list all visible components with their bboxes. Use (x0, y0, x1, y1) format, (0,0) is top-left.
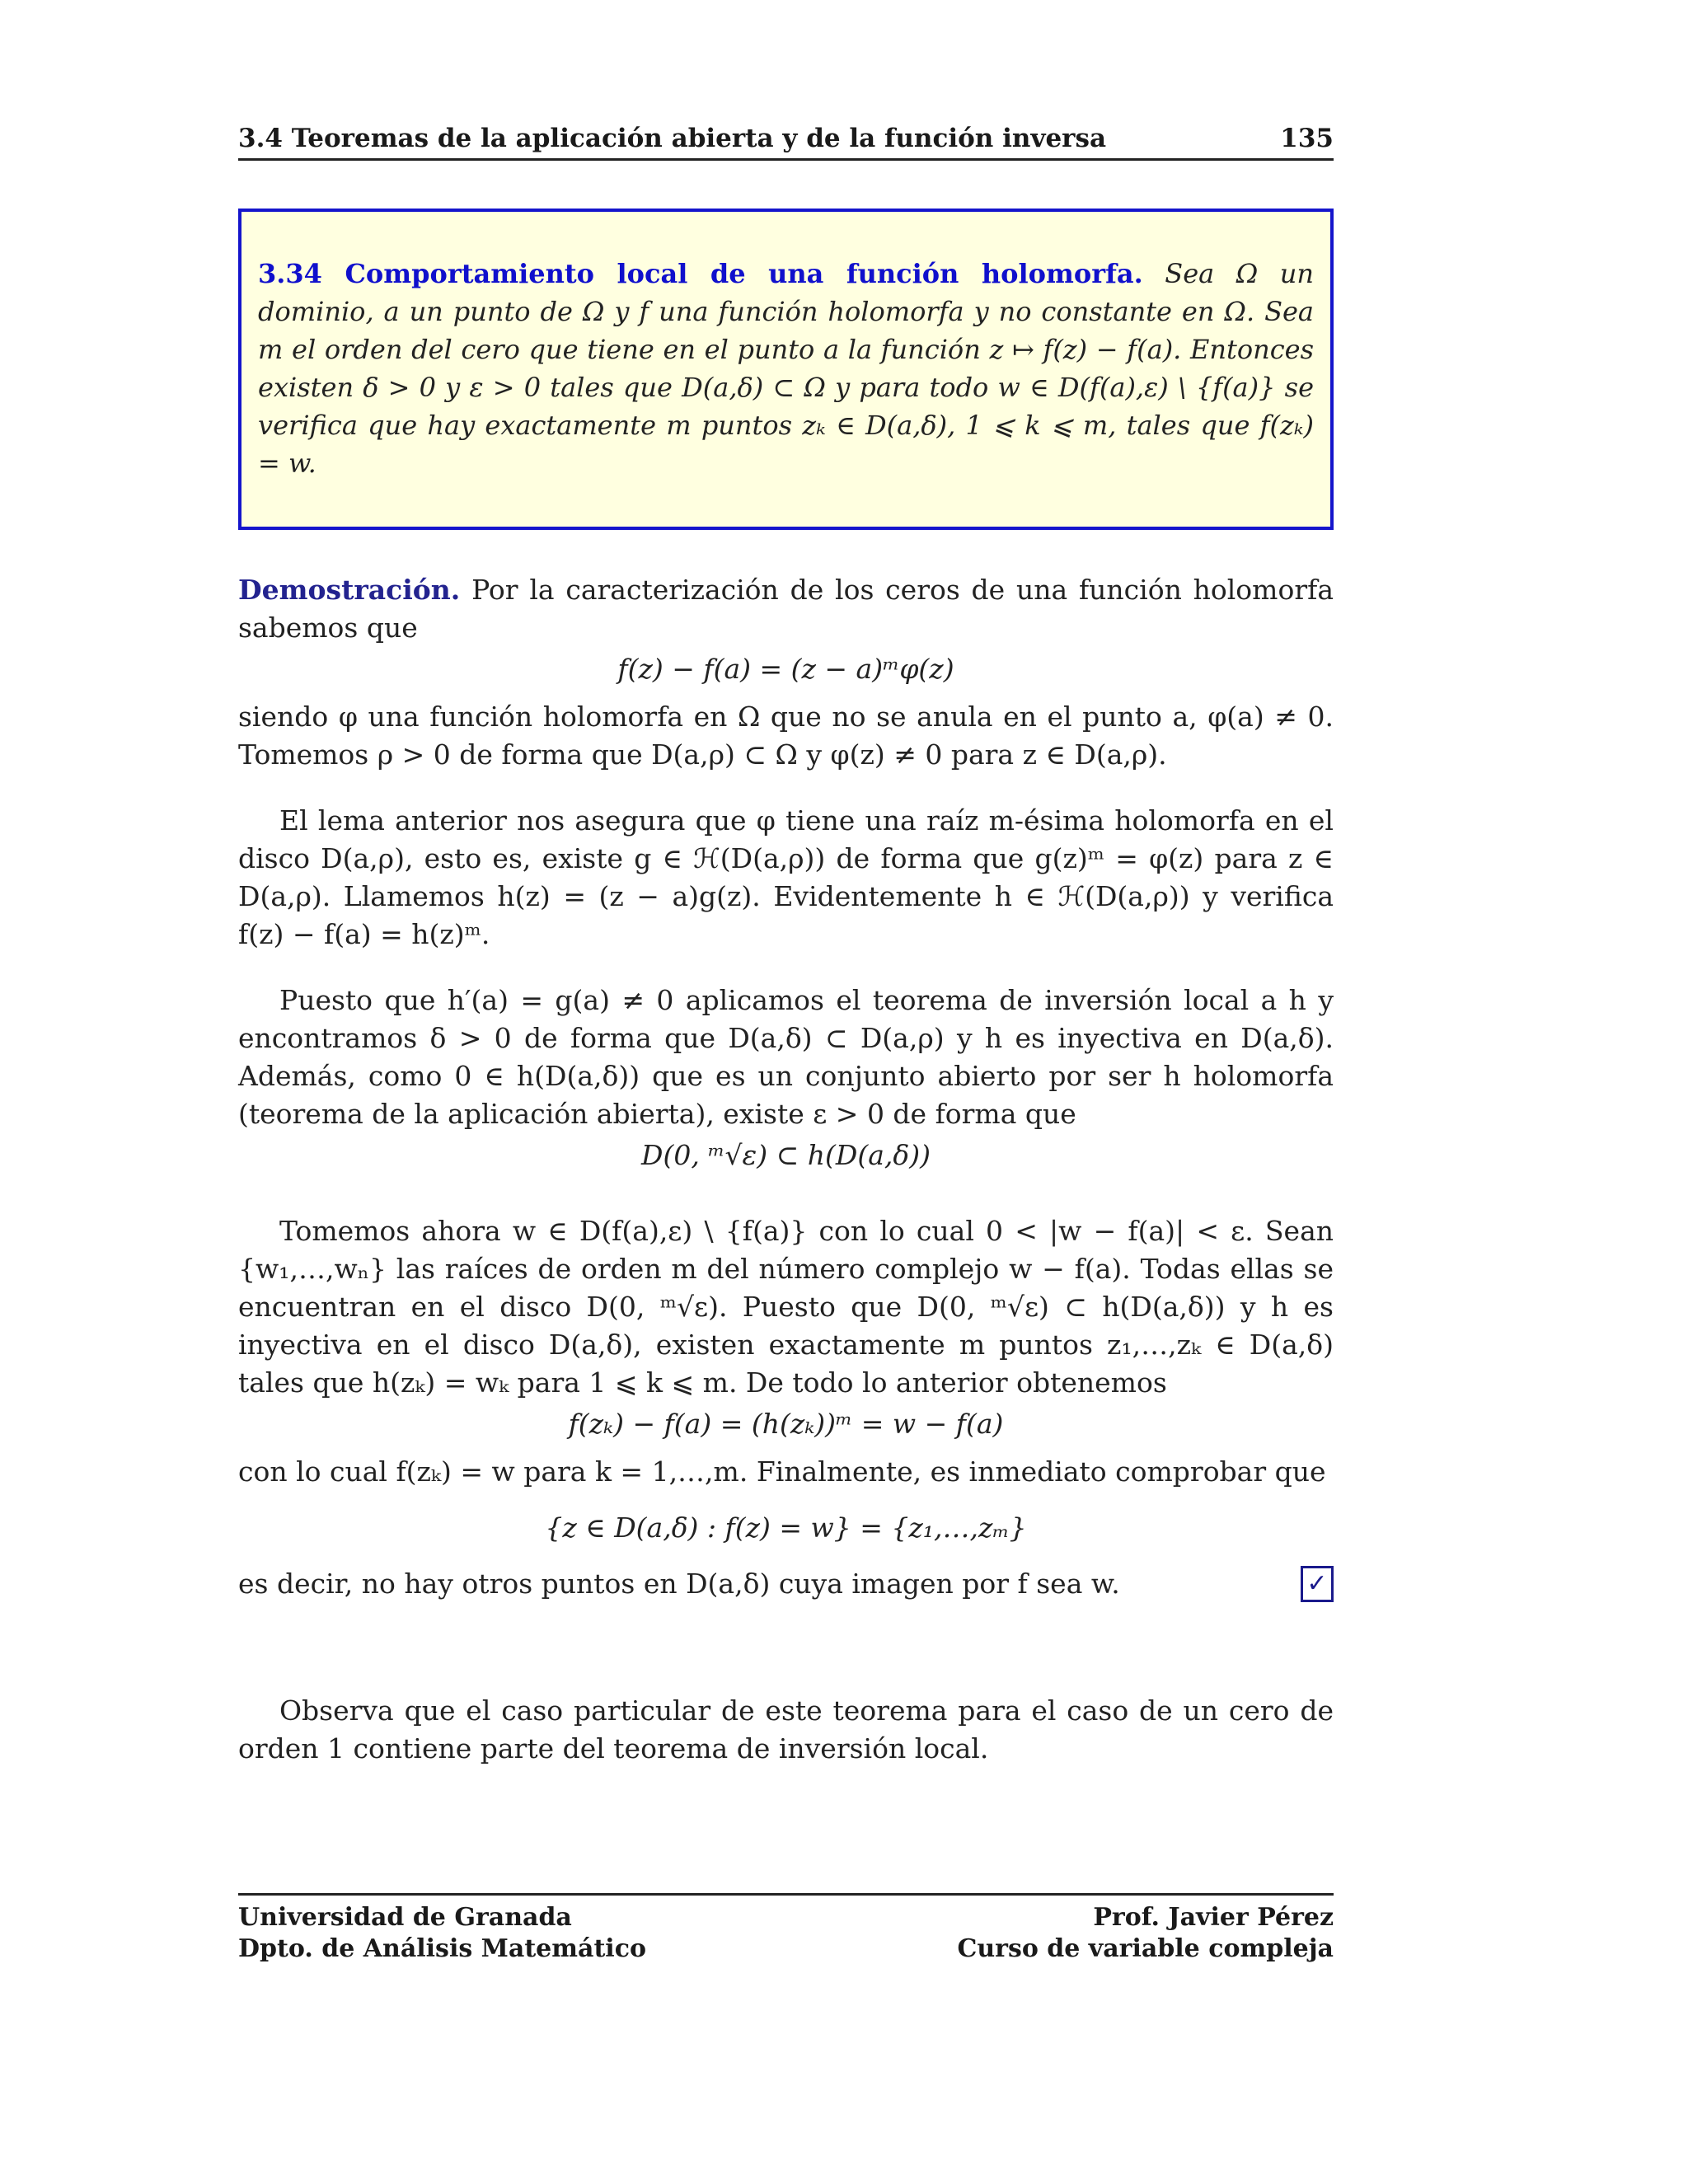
footer-row-1 (238, 1902, 1334, 1933)
proof-label: Demostración. (238, 574, 461, 606)
equation-4: {z ∈ D(a,δ) : f(z) = w} = {z₁,…,zₘ} (545, 1511, 1027, 1544)
page-footer (238, 1893, 1334, 1965)
qed-check-icon: ✓ (1301, 1566, 1334, 1602)
remark-paragraph: Observa que el caso particular de este teorema para el caso de un cero de orden 1 contiene parte del teorema de inversión local. (238, 1694, 1334, 1765)
theorem-box (238, 209, 1334, 530)
theorem-text: Sea Ω un dominio, a un punto de Ω y f una función holomorfa y no constante en Ω. Sea m el orden del cero que tiene en el punto a la función z ↦ f(z) − f(a). Entonces existen δ > 0 y ε > 0 tales que D(a,δ) ⊂ Ω y para todo w ∈ D(f(a),ε) \ {f(a)} se verifica que hay exactamente m puntos zₖ ∈ D(a,δ), 1 ⩽ k ⩽ m, tales que f(zₖ) = w. (258, 258, 1315, 479)
theorem-title: 3.34 Comportamiento local de una función holomorfa. (258, 258, 1143, 289)
equation-3: f(zₖ) − f(a) = (h(zₖ))ᵐ = w − f(a) (568, 1408, 1004, 1440)
footer-department: Dpto. de Análisis Matemático (238, 1934, 646, 1963)
proof-paragraph-7: es decir, no hay otros puntos en D(a,δ) cuya imagen por f sea w. (238, 1568, 1120, 1600)
section-title: 3.4 Teoremas de la aplicación abierta y de la función inversa (238, 124, 1107, 153)
equation-2: D(0, ᵐ√ε) ⊂ h(D(a,δ)) (640, 1139, 931, 1171)
proof-paragraph-6: con lo cual f(zₖ) = w para k = 1,…,m. Finalmente, es inmediato comprobar que (238, 1455, 1326, 1488)
footer-course: Curso de variable compleja (957, 1934, 1334, 1963)
running-header (238, 124, 1334, 161)
proof-end-row (238, 1565, 1334, 1603)
proof-paragraph-2: siendo φ una función holomorfa en Ω que no se anula en el punto a, φ(a) ≠ 0. Tomemos ρ > 0 de forma que D(a,ρ) ⊂ Ω y φ(z) ≠ 0 para z ∈ D(a,ρ). (238, 701, 1334, 771)
proof-text-1: Por la caracterización de los ceros de una función holomorfa sabemos que (238, 574, 1334, 644)
proof-paragraph-3: El lema anterior nos asegura que φ tiene una raíz m-ésima holomorfa en el disco D(a,ρ), esto es, existe g ∈ ℋ(D(a,ρ)) de forma que g(z)ᵐ = φ(z) para z ∈ D(a,ρ). Llamemos h(z) = (z − a)g(z). Evidentemente h ∈ ℋ(D(a,ρ)) y verifica f(z) − f(a) = h(z)ᵐ. (238, 804, 1334, 950)
page-number: 135 (1280, 124, 1334, 153)
equation-1: f(z) − f(a) = (z − a)ᵐφ(z) (617, 653, 954, 685)
footer-author: Prof. Javier Pérez (1093, 1903, 1334, 1932)
footer-university: Universidad de Granada (238, 1903, 572, 1932)
proof-paragraph-5: Tomemos ahora w ∈ D(f(a),ε) \ {f(a)} con lo cual 0 < |w − f(a)| < ε. Sean {w₁,…,wₙ} las raíces de orden m del número complejo w − f(a). Todas ellas se encuentran en el disco D(0, ᵐ√ε). Puesto que D(0, ᵐ√ε) ⊂ h(D(a,δ)) y h es inyectiva en el disco D(a,δ), existen exactamente m puntos z₁,…,zₖ ∈ D(a,δ) tales que h(zₖ) = wₖ para 1 ⩽ k ⩽ m. De todo lo anterior obtenemos (238, 1215, 1334, 1399)
footer-row-2 (238, 1933, 1334, 1965)
page-body (238, 124, 1334, 1768)
proof-paragraph-4: Puesto que h′(a) = g(a) ≠ 0 aplicamos el teorema de inversión local a h y encontramos δ > 0 de forma que D(a,δ) ⊂ D(a,ρ) y h es inyectiva en D(a,δ). Además, como 0 ∈ h(D(a,δ)) que es un conjunto abierto por ser h holomorfa (teorema de la aplicación abierta), existe ε > 0 de forma que (238, 984, 1334, 1130)
proof (238, 571, 1334, 1603)
proof-paragraph-1 (238, 571, 1334, 647)
